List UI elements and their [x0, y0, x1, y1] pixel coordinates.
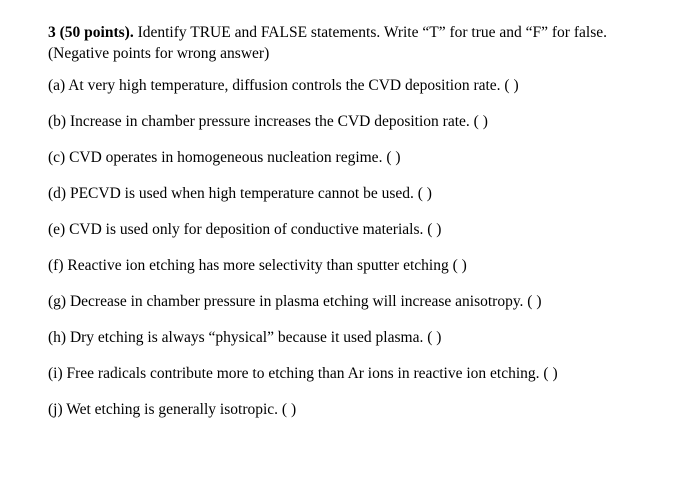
question-block [48, 22, 668, 436]
statement-d: (d) PECVD is used when high temperature cannot be used. ( ) [48, 185, 432, 202]
question-instruction: Identify TRUE and FALSE statements. Write “T” for true and “F” for false. [133, 24, 607, 41]
statement-e: (e) CVD is used only for deposition of conductive materials. ( ) [48, 221, 442, 238]
question-note: (Negative points for wrong answer) [48, 45, 270, 62]
statement-h: (h) Dry etching is always “physical” because it used plasma. ( ) [48, 329, 442, 346]
statement-f: (f) Reactive ion etching has more selectivity than sputter etching ( ) [48, 257, 467, 274]
statement-list [48, 76, 668, 436]
statement-b: (b) Increase in chamber pressure increases the CVD deposition rate. ( ) [48, 113, 488, 130]
statement-g: (g) Decrease in chamber pressure in plasma etching will increase anisotropy. ( ) [48, 293, 542, 310]
question-header [48, 22, 668, 64]
statement-i: (i) Free radicals contribute more to etching than Ar ions in reactive ion etching. ( ) [48, 365, 558, 382]
statement-j: (j) Wet etching is generally isotropic. ( ) [48, 401, 297, 418]
question-number: 3 (50 points). [48, 24, 134, 41]
statement-c: (c) CVD operates in homogeneous nucleation regime. ( ) [48, 149, 401, 166]
statement-a: (a) At very high temperature, diffusion controls the CVD deposition rate. ( ) [48, 77, 519, 94]
